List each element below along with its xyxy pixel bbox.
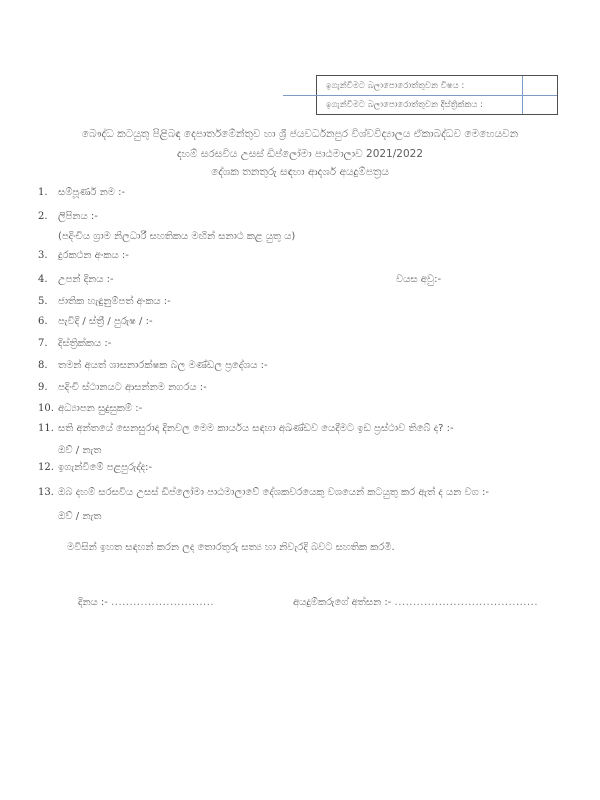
district-field-label: ඉගැන්වීමට බලාපොරොත්තුවන දිස්ත්‍රික්කය : [326,100,483,110]
item-number: 7. [38,338,48,349]
declaration-text: මවිසින් ඉහත සඳහන් කරන ලද තොරතුරු සත්‍ය හා නිවැරදි බවට සහතික කරමි. [67,542,395,553]
item-number: 11. [38,423,54,434]
form-item-11 [38,422,540,436]
item-label: උපන් දිනය :- [58,274,114,285]
date-label: දිනය :- [78,597,108,608]
form-item-13-answer-options: ඔව් / නැත [58,511,102,522]
header-info-box [316,75,558,115]
item-number: 13. [38,487,54,498]
item-label: තමන් අයත් ශාසනාරක්ෂක බල මණ්ඩල ප්‍රදේශය :- [58,360,268,371]
subject-field-label: ඉගැන්වීමට බලාපොරොත්තුවන විෂය : [326,81,465,91]
item-number: 9. [38,382,48,393]
form-item-5 [38,295,171,309]
item-number: 12. [38,462,54,473]
signature-label: අයදුම්කරුගේ අත්සන :- [293,597,392,608]
item-number: 4. [38,274,48,285]
item-number: 6. [38,316,48,327]
item-label: පැවිදි / ස්ත්‍රී / පුරුෂ / :- [58,316,153,327]
form-item-3 [38,249,129,263]
item-number: 10. [38,403,54,414]
form-item-4 [38,273,442,287]
item-label: ජාතික හැඳුනුම්පත් අංකය :- [58,296,171,307]
item-label: සම්පූර්ණ නම :- [58,187,126,198]
form-item-2-note: (පදිංචිය ග්‍රාම නිලධාරී සහතිකය මඟින් සනාථ කළ යුතු ය) [58,231,296,242]
date-dotted-line: ............................ [111,597,215,608]
form-item-9 [38,381,207,395]
signature-dotted-line: ....................................... [394,597,539,608]
item-label: සති අන්තයේ සෙනසුරාදා දිනවල මෙම කාර්යය සඳහා අඛණ්ඩව යෙදීමට ඉඩ ප්‍රස්ථාව තිබේ ද? :- [58,423,454,434]
form-item-2 [38,210,98,224]
form-item-8 [38,359,268,373]
age-field-label: වයස අවු:- [396,274,442,285]
item-number: 2. [38,211,48,222]
item-label: ලිපිනය :- [58,211,98,222]
form-item-10 [38,402,142,416]
form-item-12 [38,461,152,475]
item-label: ඔබ දහම් සරසවිය උසස් ඩිප්ලෝමා පාඨමාලාවේ දේශකවරයෙකු වශයෙන් කටයුතු කර ඇත් ද යන වග :- [58,487,489,498]
item-number: 8. [38,360,48,371]
form-item-1 [38,186,125,200]
form-item-11-answer-options: ඔව් / නැත [58,445,102,456]
item-label: පදිංචි ස්ථානයට ආසන්නම නගරය :- [58,382,207,393]
item-label: අධ්‍යාපන සුදුසුකම් :- [58,403,143,414]
form-title [0,127,600,179]
item-number: 1. [38,187,48,198]
item-number: 5. [38,296,48,307]
item-number: 3. [38,250,48,261]
form-item-7 [38,337,111,351]
item-label: ඉගැන්වීමේ පළපුරුද්ද:- [58,462,153,473]
date-field [78,597,214,608]
form-item-6 [38,315,153,329]
title-line-2: දහම් සරසවිය උසස් ඩිප්ලෝමා පාඨමාලාව 2021/2022 [177,148,423,160]
item-label: දුරකථන අංකය :- [58,250,129,261]
item-label: දිස්ත්‍රික්කය :- [58,338,112,349]
form-item-13 [38,486,540,500]
title-line-3: දේශක තනතුරු සඳහා ආදර්ශ අයදුම්පත්‍රය [211,166,389,178]
applicant-signature-field [293,597,538,608]
title-line-1: බෞද්ධ කටයුතු පිළිබඳ දෙපාර්තමේන්තුව හා ශ්‍රී ජයවර්ධනපුර විශ්වවිද්‍යාලය ඒකාබද්ධව මෙහෙයවන [81,128,519,140]
